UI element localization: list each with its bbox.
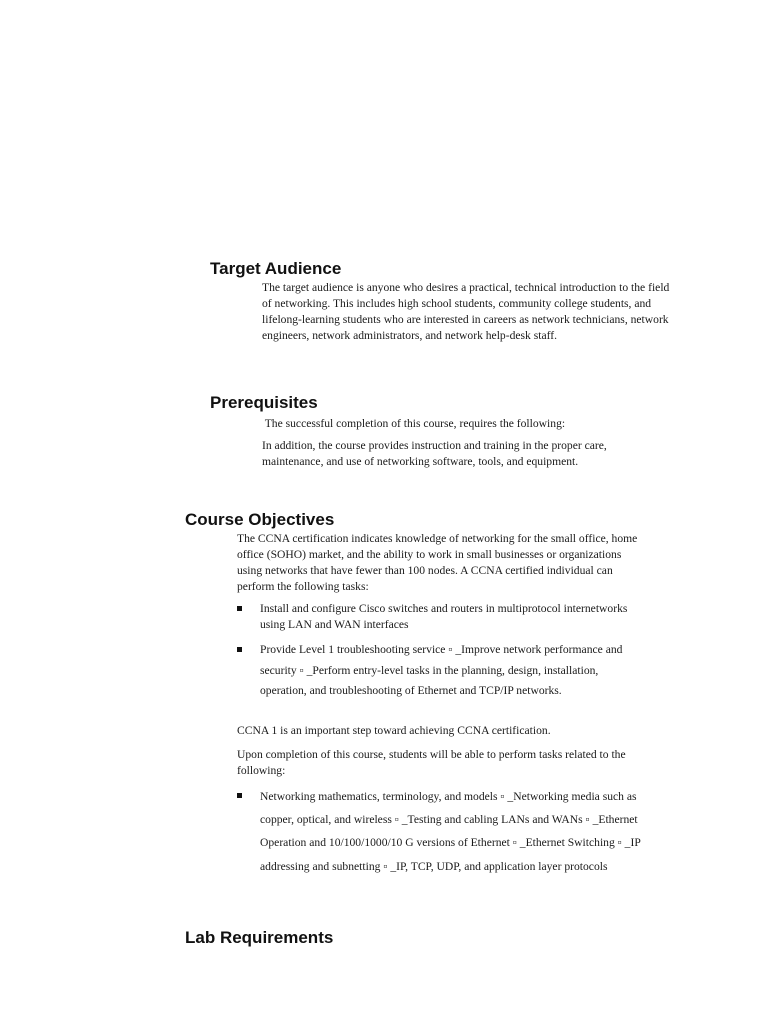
list-item — [237, 640, 647, 702]
prerequisites-paragraph: In addition, the course provides instruction and training in the proper care, maintenance, and use of networking software, tools, and equipment. — [262, 439, 607, 468]
completion-intro: Upon completion of this course, students will be able to perform tasks related to the following: — [237, 748, 626, 777]
lab-requirements-heading: Lab Requirements — [185, 928, 334, 947]
bullet-square-icon — [237, 606, 242, 611]
course-objectives-heading: Course Objectives — [185, 510, 335, 529]
task-text: Install and configure Cisco switches and routers in multiprotocol internetworks using LAN and WAN interfaces — [260, 602, 628, 631]
ccna-note: CCNA 1 is an important step toward achieving CCNA certification. — [237, 724, 551, 737]
target-audience-paragraph: The target audience is anyone who desires a practical, technical introduction to the field of networking. This includes high school students, community college students, and lifelong-learning students who are interested in careers as network technicians, network engineers, network administrators, and network help-desk staff. — [262, 281, 670, 342]
bullet-square-icon — [237, 793, 242, 798]
course-objectives-intro: The CCNA certification indicates knowledge of networking for the small office, home office (SOHO) market, and the ability to work in small businesses or organizations using networks that have fewer than 100 nodes. A CCNA certified individual can perform the following tasks: — [237, 532, 638, 593]
topics-list — [237, 785, 647, 878]
list-item — [237, 785, 647, 878]
prerequisites-heading: Prerequisites — [210, 393, 318, 412]
topic-text: Networking mathematics, terminology, and models ▫ _Networking media such as copper, optical, and wireless ▫ _Testing and cabling LANs and WANs ▫ _Ethernet Operation and 10/100/1000/10 G versions of Ethernet ▫ _Ethernet Switching ▫ _IP addressing and subnetting ▫ _IP, TCP, UDP, and application layer protocols — [260, 790, 641, 873]
list-item — [237, 601, 647, 633]
bullet-square-icon — [237, 647, 242, 652]
task-text: Provide Level 1 troubleshooting service ▫ _Improve network performance and security ▫ _Perform entry-level tasks in the planning, design, installation, operation, and troubleshooting of Ethernet and TCP/IP networks. — [260, 643, 623, 697]
prerequisites-intro: The successful completion of this course, requires the following: — [262, 417, 566, 430]
tasks-list — [237, 601, 647, 702]
target-audience-heading: Target Audience — [210, 259, 342, 278]
